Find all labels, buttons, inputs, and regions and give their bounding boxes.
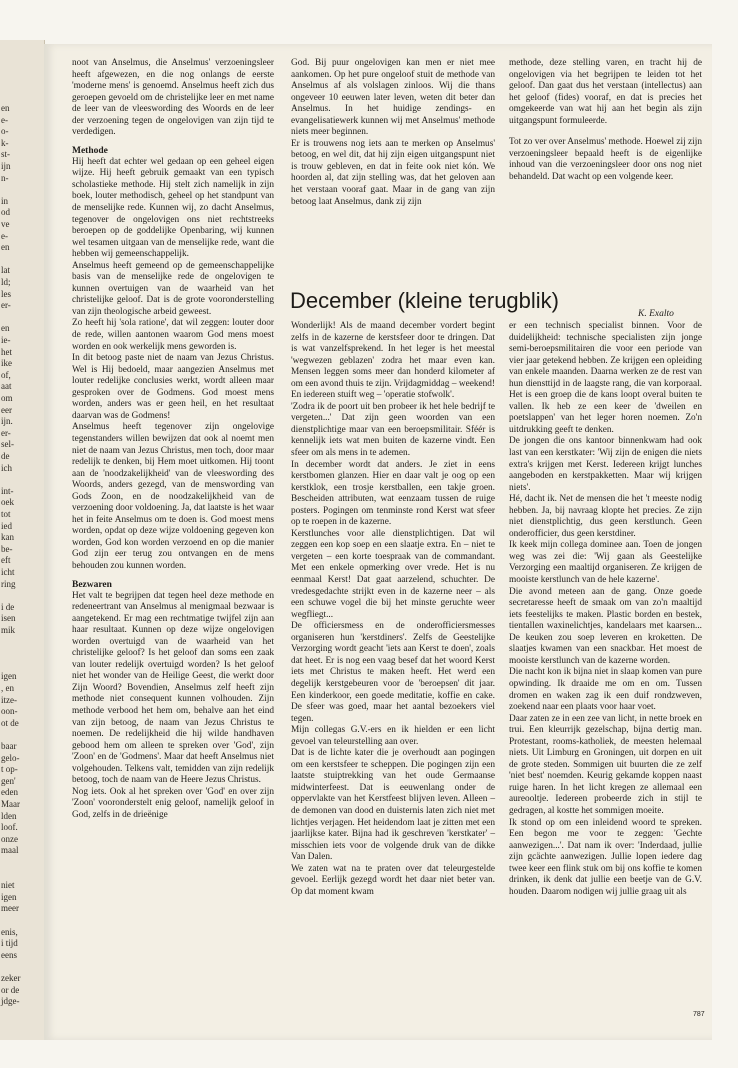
previous-page-fragment: in [1, 195, 9, 206]
previous-page-fragment: er- [1, 427, 11, 438]
previous-page-fragment: icht [1, 567, 15, 577]
article2-column-left [291, 321, 495, 898]
previous-page-fragment: be- [1, 543, 13, 554]
previous-page-fragment: jdge- [1, 996, 20, 1007]
article1-column-2 [291, 58, 495, 208]
paragraph: Die nacht kon ik bijna niet in slaap komen van pure opwinding. Ik draaide me om en om. Tussen dromen en waken zag ik een duif rondzweven, zoekend naar een plaats voor haar voet. [509, 667, 702, 713]
paragraph: 'Zodra ik de poort uit ben probeer ik het hele bedrijf te vergeten...' Dat zijn geen woorden van een dienstplichtige maar van een beroepsmilitair. Sféér is kennelijk iets wat men buiten de kazerne vindt. Een sfeer om als mens in te ademen. [291, 401, 495, 459]
previous-page-fragment: Maar [1, 799, 20, 809]
previous-page-fragment: en [1, 323, 10, 334]
article1-column-3 [509, 58, 702, 183]
paragraph: Er is trouwens nog iets aan te merken op Anselmus' betoog, en wel dit, dat hij zijn eigen uitgangspunt niet is trouw gebleven, en dat in feite ook niet kón. We hoorden al, dat zijn stelling was, dat het geloven aan het verstaan vooraf gaat. Maar in de gang van zijn betoog laat Anselmus, dank zij zijn [291, 138, 495, 207]
previous-page-fragment: oon- [1, 706, 18, 717]
previous-page-fragment: en [1, 242, 10, 253]
previous-page-fragment: or de [1, 984, 20, 995]
previous-page-fragment: gelo- [1, 752, 20, 763]
section-heading-bezwaren: Bezwaren [72, 579, 112, 590]
previous-page-fragment: maal [1, 845, 19, 856]
previous-page-fragment: i tijd [1, 938, 18, 949]
previous-page-fragment: lden [1, 810, 17, 821]
previous-page-fragment: st- [1, 149, 10, 160]
previous-page-fragment: ich [1, 462, 12, 473]
previous-page-fragment: itze- [1, 694, 17, 705]
previous-page-fragment: ve [1, 219, 10, 229]
previous-page-fragment: er- [1, 300, 11, 311]
previous-page-fragment: e- [1, 230, 8, 241]
paragraph: Zo heeft hij 'sola ratione', dat wil zeggen: louter door de rede, willen aantonen waarom God mens moest worden en ook werkelijk mens geworden is. [72, 318, 274, 352]
previous-page-fragment: les [1, 288, 11, 299]
magazine-page [44, 44, 712, 1040]
paragraph: Tot zo ver over Anselmus' methode. Hoewel zij zijn verzoeningsleer bepaald heeft is de eigenlijke inhoud van die verzoeningsleer door ons nog niet behandeld. Dat wacht op een volgende keer. [509, 137, 702, 182]
previous-page-fragment: igen [1, 891, 17, 902]
previous-page-fragment: het [1, 346, 12, 357]
previous-page-fragment: oek [1, 497, 14, 508]
previous-page-fragment: ijn. [1, 416, 13, 427]
paragraph: noot van Anselmus, die Anselmus' verzoeningsleer heeft afgewezen, en die nog onlangs de eerste 'moderne mens' is genoemd. Anselmus heeft zich dus geroepen gevoeld om de christelijke leer en met name de leer van de vleeswording des Woords en de leer der verzoening tegen de ongelovigen van zijn tijd te verdedigen. [72, 58, 274, 138]
paragraph: Anselmus heeft gemeend op de gemeenschappelijke basis van de menselijke rede de ongelovigen te kunnen overtuigen van de waarheid van het christelijke geloof. Dat is de grote vooronderstelling van zijn theologische arbeid geweest. [72, 260, 274, 317]
article2-column-right [509, 321, 702, 898]
paragraph: methode, deze stelling varen, en tracht hij de ongelovigen via het begrijpen te leiden tot het geloof. Dan gaat dus het verstaan (intellectus) aan het geloof (fides) vooraf, en dat is precies het omgekeerde van wat hij aan het begin als zijn uitgangspunt formuleerde. [509, 58, 702, 126]
previous-page-fragment: enis, [1, 926, 18, 937]
previous-page-fragment: i de [1, 601, 15, 612]
paragraph: Kerstlunches voor alle dienstplichtigen. Dat wil zeggen een kop soep en een slaatje extra. En – niet te vergeten – een korte toespraak van de commandant. Met een enkele opmerking over vrede. Het is nu eenmaal Kerst! Dat gaat aarzelend, schuchter. De vredesgedachte strijkt even in de kazerne neer – als een schuwe vogel die bij het minste geruchte weer wegfliegt... [291, 528, 495, 620]
paragraph: De jongen die ons kantoor binnenkwam had ook last van een kerstkater: 'Wij zijn de enigen die niets extra's krijgen met Kerst. Iedereen krijgt lunches aangeboden en kerstpakketten. Maar wij krijgen niets'. [509, 436, 702, 493]
paragraph: Daar zaten ze in een zee van licht, in nette broek en trui. Een kleurrijk gezelschap, bijna dertig man. Protestant, rooms-katholiek, de meesten helemaal niets. Uit Limburg en Groningen, uit dorpen en uit de grote steden. Sommigen uit buurten die ze zelf 'niet best' noemden. Keurig gekamde koppen naast ruige haren. In het licht kregen ze allemaal een aureooltje. Iedereen probeerde zich in stijl te gedragen, al kostte het sommigen moeite. [509, 713, 702, 816]
previous-page-fragment: ijn [1, 161, 11, 171]
previous-page-fragment: ot de [1, 717, 19, 728]
previous-page-fragment: eden [1, 787, 18, 798]
paragraph: Dat is de lichte kater die je overhoudt aan pogingen om een kerstsfeer te scheppen. Die pogingen zijn een laatste stuiptrekking van het oude Germaanse midwinterfeest. Dat is eeuwenlang onder de oppervlakte van het Kerstfeest blijven leven. Alleen – de demonen van dood en duisternis laten zich niet met lichtjes verjagen. Het heidendom laat je zitten met een jaarlijkse kater. Bijna had ik geschreven 'kerstkater' – misschien iets voor de volgende druk van de dikke Van Dalen. [291, 748, 495, 863]
paragraph: Mijn collegas G.V.-ers en ik hielden er een licht gevoel van teleurstelling aan over. [291, 725, 495, 747]
previous-page-fragment: o- [1, 126, 9, 137]
paragraph: Hij heeft dat echter wel gedaan op een geheel eigen wijze. Hij heeft gebruik gemaakt van een typisch scholastieke methode. Hij stelt zich namelijk in zijn boek, louter methodisch, geheel op het standpunt van de menselijke rede. Kunnen wij, zo dacht Anselmus, tegenover de ongelovigen ons niet rechtstreeks beroepen op de goddelijke Openbaring, wij kunnen wel tesamen uitgaan van de menselijke rede, want die hebben wij gemeenschappelijk. [72, 156, 274, 260]
previous-page-fragment: loof. [1, 822, 18, 833]
previous-page-fragment: ie- [1, 335, 11, 345]
previous-page-fragment: e- [1, 114, 8, 125]
previous-page-fragment: meer [1, 903, 19, 914]
author-signature: K. Exalto [638, 309, 674, 319]
previous-page-fragment: kan [1, 532, 14, 543]
article1-column-1 [72, 58, 274, 821]
paragraph: In dit betoog paste niet de naam van Jezus Christus. Wel is Hij bedoeld, maar aangezien Anselmus met louter redelijke conclusies werkt, wordt alleen maar gesproken over de Godmens. God moest mens worden, anders was er geen heil, en het resultaat daarvan was de Godmens! [72, 353, 274, 421]
previous-page-fragment: aat [1, 381, 12, 392]
previous-page-fragment: tot [1, 509, 11, 519]
previous-page-fragment: niet [1, 880, 15, 891]
article-title: December (kleine terugblik) [290, 288, 559, 313]
previous-page-fragment: zeker [1, 973, 21, 983]
previous-page-fragment: om [1, 393, 13, 403]
previous-page-fragment: mik [1, 625, 16, 635]
previous-page-fragment: eer [1, 404, 12, 415]
previous-page-fragment: ring [1, 578, 16, 589]
previous-page-fragment: isen [1, 613, 16, 624]
previous-page-fragment: of, [1, 369, 11, 380]
paragraph: We zaten wat na te praten over dat teleurgestelde gevoel. Eerlijk gezegd wordt het daar niet beter van. Op dat moment kwam [291, 863, 495, 897]
previous-page-fragment: lat [1, 265, 10, 276]
previous-page-fragment: ied [1, 520, 12, 531]
previous-page-fragment: de [1, 451, 10, 461]
previous-page-fragment: , en [1, 683, 14, 693]
previous-page-fragment: ld; [1, 277, 11, 287]
previous-page-fragment: onze [1, 833, 18, 844]
previous-page-fragment: eft [1, 555, 11, 566]
paragraph: Anselmus heeft tegenover zijn ongelovige tegenstanders willen bewijzen dat ook al noemt men niet de naam van Jezus Christus, men toch, door maar redelijk te denken, bij Hem moet uitkomen. Hij toont aan de 'noodzakelijkheid' van de vleeswording des Woords, anders gezegd, van de menswording van Gods Zoon, en de noodzakelijkheid van de verzoening door voldoening. Ja, dat laatste is het waar het in feite Anselmus om te doen is. God moest mens worden, opdat op deze wijze voldoening gegeven kon worden, God kon worden verzoend en op die manier God zijn eer terug zou ontvangen en de mens behouden zou kunnen worden. [72, 422, 274, 571]
paragraph: Hé, dacht ik. Net de mensen die het 't meeste nodig hebben. Ja, bij navraag klopte het precies. Ze zijn niet dienstplichtig, dus geen kerstlunch. Geen onderofficier, dus geen kerstdiner. [509, 494, 702, 539]
section-heading-methode: Methode [72, 145, 108, 156]
paragraph: Nog iets. Ook al het spreken over 'God' en over zijn 'Zoon' vooronderstelt enig geloof, namelijk geloof in God, zelfs in de drieënige [72, 786, 274, 820]
paragraph: De officiersmess en de onderofficiersmesses organiseren hun 'kerstdiners'. Zelfs de Geestelijke Verzorging wordt geacht 'iets aan Kerst te doen', zoals dat heet. Er is nog een vaag besef dat het woord Kerst iets met Christus te maken heeft. Het werd een degelijk kerstgebeuren voor de 'beroepsen' dit jaar. Een kinderkoor, een goede meditatie, koffie en cake. De sfeer was goed, maar het aantal bezoekers viel tegen. [291, 621, 495, 724]
paragraph: Ik stond op om een inleidend woord te spreken. Een begon me voor te zeggen: 'Gechte aanwezigen...'. Dat nam ik over: 'Inderdaad, jullie zijn gcächte aanwezigen. Jullie lopen iedere dag twee keer een flink stuk om bij ons koffie te komen drinken, ik denk dat jullie een beetje van de G.V. houden. Daarom nodigen wij jullie graag uit als [509, 817, 702, 897]
previous-page-fragment: ike [1, 358, 12, 369]
previous-page-fragment: igen [1, 671, 17, 682]
paragraph: In december wordt dat anders. Je ziet in eens kerstbomen glanzen. Hier en daar valt je oog op een kerstklok, een trosje kerstballen, een takje groen. Bescheiden attributen, wat eenzaam tussen de ruige posters. Pogingen om tenminste rond Kerst wat sfeer op te roepen in de kazerne. [291, 459, 495, 528]
previous-page-fragment: n- [1, 172, 9, 183]
previous-page-edge [0, 40, 45, 1040]
previous-page-fragment: baar [1, 741, 17, 751]
previous-page-fragment: eens [1, 949, 17, 960]
paragraph: Wonderlijk! Als de maand december vordert begint zelfs in de kazerne de kerstsfeer door te dringen. Dat is wat vanzelfsprekend. In het leger is het meestal 'wegwezen geblazen' zodra het maar even kan. Mensen leggen soms meer dan honderd kilometer af om een avond thuis te zijn. Vrijdagmiddag – weekend! En iedereen stuift weg – 'operatie stofwolk'. [291, 321, 495, 401]
previous-page-fragment: en [1, 103, 10, 113]
paragraph: Die avond meteen aan de gang. Onze goede secretaresse heeft de smaak om van zo'n maaltijd iets feestelijks te maken. Plastic borden en bestek, tientallen waxinelichtjes, kandelaars met kaarsen... De keuken zou soep leveren en kroketten. De slaatjes kwamen van een snackbar. Het moest de mooiste kerstlunch van de kazerne worden. [509, 586, 702, 666]
paragraph: Ik keek mijn collega dominee aan. Toen de jongen weg was zei die: 'Wij gaan als Geestelijke Verzorging een maaltijd organiseren. Ze krijgen de mooiste kerstlunch van de hele kazerne'. [509, 540, 702, 586]
previous-page-fragment: int- [1, 485, 14, 496]
page-number: 787 [693, 1011, 705, 1018]
paragraph: Het valt te begrijpen dat tegen heel deze methode en redeneertrant van Anselmus al menigmaal bezwaar is aangetekend. Er mag een rechtmatige twijfel zijn aan haar resultaat. Kunnen op deze wijze ongelovigen worden overtuigd van de waarheid van het christelijke geloof? Is het geloof dan soms een zaak van louter redelijk overtuigd worden? Is het geloof niet het wonder van de Heilige Geest, die werkt door Zijn Woord? Bovendien, Anselmus zelf heeft zijn methode niet consequent kunnen volhouden. Zijn methode verbood het hem om, behalve aan het eind van zijn betoog, de naam van Jezus Christus te noemen. De redelijkheid die hij wilde handhaven gebood hem om alleen te spreken over 'God', zijn 'Zoon' en de 'Godmens'. Maar dat heeft Anselmus niet volgehouden. Telkens valt, temidden van zijn redelijk betoog, toch de naam van de Heere Jezus Christus. [72, 590, 274, 786]
previous-page-fragment: sel- [1, 439, 14, 450]
previous-page-fragment: gen' [1, 775, 16, 786]
paragraph: er een technisch specialist binnen. Voor de duidelijkheid: technische specialisten zijn jonge semi-beroepsmilitairen die voor een periode van vier jaar getekend hebben. Ze krijgen een opleiding van enkele maanden. Daarna werken ze de rest van hun diensttijd in de laagste rang, die van korporaal. Het is een groep die de kans loopt overal buiten te vallen. Ik heb ze een keer de 'dweilen en poetslappen' van het leger horen noemen. Zo'n uitdrukking geeft te denken. [509, 321, 702, 435]
paragraph: God. Bij puur ongelovigen kan men er niet mee aankomen. Op het pure ongeloof stuit de methode van Anselmus af als volslagen zinloos. Wij die thans ongeveer 10 eeuwen later leven, weten dit beter dan Anselmus. In het huidige zendings- en evangelisatiewerk kunnen wij met Anselmus' methode niets meer beginnen. [291, 58, 495, 138]
previous-page-fragment: od [1, 207, 10, 218]
previous-page-fragment: k- [1, 137, 9, 148]
previous-page-fragment: t op- [1, 764, 18, 775]
